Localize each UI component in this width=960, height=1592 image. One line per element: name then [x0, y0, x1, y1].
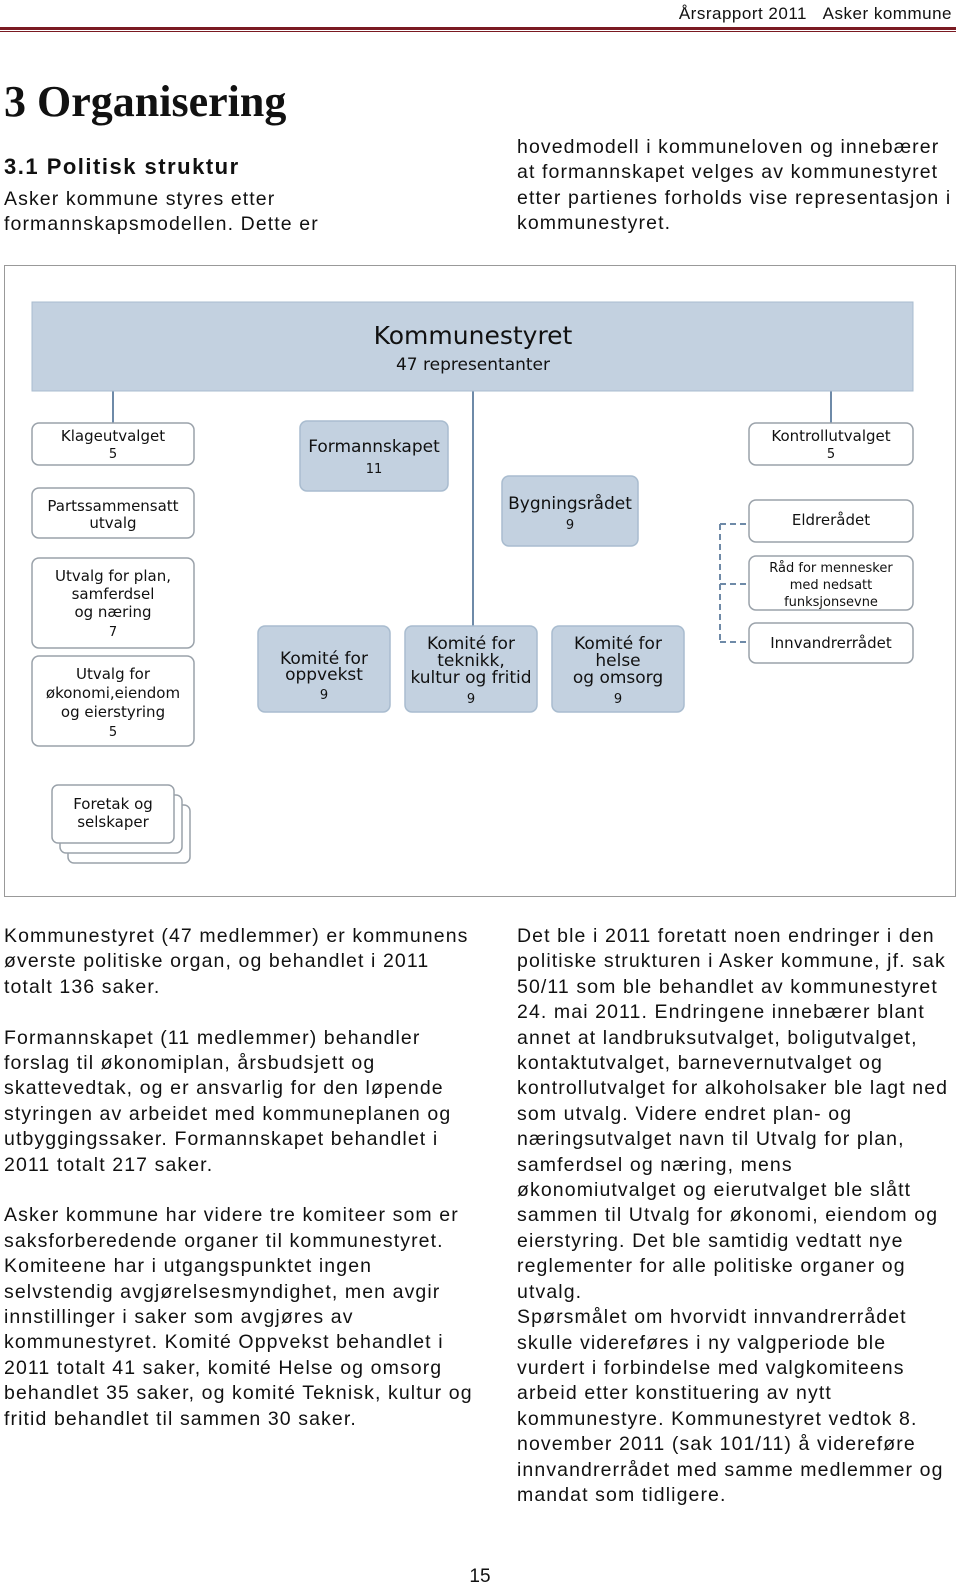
helse-label: helse	[595, 651, 641, 671]
org-chart	[4, 265, 956, 897]
klage-label: Klageutvalget	[60, 427, 166, 445]
foretak-label: selskaper	[77, 813, 149, 831]
intro-left-text: Asker kommune styres etter formannskapsmodellen. Dette er	[4, 188, 319, 236]
section-title: 3.1 Politisk struktur	[4, 154, 240, 179]
page-header	[0, 0, 960, 32]
innvandrer-label: Innvandrerrådet	[770, 634, 892, 652]
kommunestyret-subtitle: 47 representanter	[395, 355, 551, 375]
org-chart-svg	[5, 266, 955, 896]
page-number: 15	[469, 1566, 491, 1587]
eldre-label: Eldrerådet	[791, 511, 871, 529]
bygning-label: 9	[565, 518, 575, 533]
plan-label: 7	[108, 625, 118, 640]
okonomi-label: 5	[108, 725, 118, 740]
chapter-title: 3 Organisering	[4, 77, 287, 126]
paragraph: Det ble i 2011 foretatt noen endringer i den politiske strukturen i Asker kommune, jf. sak 50/11 som ble behandlet av kommunestyret 24. mai 2011. Endringene innebærer blant annet at landbruksutvalget, boligutvalget, kontaktutvalget, barnevernutvalget og kontrollutvalget for alkoholsaker ble lagt ned som utvalg. Videre endret plan- og næringsutvalget navn til Utvalg for plan, samferdsel og næring, mens økonomiutvalget og eierutvalget ble slått sammen til Utvalg for økonomi, eiendom og eierstyring. Det ble samtidig vedtatt nye reglementer for alle politiske organer og utvalg.	[517, 925, 949, 1303]
bygning-label: Bygningsrådet	[508, 494, 632, 514]
paragraph: Asker kommune har videre tre komiteer som er saksforberedende organer til kommunestyret. Komiteene har i utgangspunktet ingen selvstendig avgjørelsesmyndighet, men avgir innstillinger i saker som avgjøres av kommunestyret. Komité Oppvekst behandlet i 2011 totalt 41 saker, komité Helse og omsorg behandlet 35 saker, og komité Teknisk, kultur og fritid behandlet til sammen 30 saker.	[4, 1204, 473, 1430]
header-report: Årsrapport 2011	[678, 4, 807, 23]
body-left-column	[4, 924, 474, 1457]
foretak-label: Foretak og	[73, 795, 153, 813]
intro-right-text: hovedmodell i kommuneloven og innebærer at formannskapet velges av kommunestyret etter partienes forholds vise representasjon i kommunestyret.	[517, 136, 952, 235]
nedsatt-label: Råd for mennesker	[769, 561, 893, 576]
header-rule-thin	[0, 31, 956, 32]
teknikk-label: teknikk,	[437, 651, 505, 671]
kontroll-label: 5	[826, 447, 836, 462]
paragraph: Formannskapet (11 medlemmer) behandler forslag til økonomiplan, årsbudsjett og skattevedtak, og er ansvarlig for den løpende styringen av arbeidet med kommuneplanen og utbyggingssaker. Formannskapet behandlet i 2011 totalt 217 saker.	[4, 1026, 452, 1176]
header-text	[679, 4, 952, 24]
okonomi-label: og eierstyring	[60, 703, 166, 721]
oppvekst-label: Komité for	[280, 649, 368, 669]
parts-label: utvalg	[89, 514, 137, 532]
klage-label: 5	[108, 447, 118, 462]
paragraph: Spørsmålet om hvorvidt innvandrerrådet skulle videreføres i ny valgperiode ble vurdert i forbindelse med valgkomiteens arbeid etter konstituering av nytt kommunestyre. Kommunestyret vedtok 8. november 2011 (sak 101/11) å videreføre innvandrerrådet med samme medlemmer og mandat som tidligere.	[517, 1306, 944, 1506]
body-right-column	[517, 924, 957, 1534]
teknikk-label: kultur og fritid	[410, 668, 532, 688]
formannskap-label: Formannskapet	[308, 437, 440, 457]
plan-label: og næring	[74, 603, 152, 621]
teknikk-label: Komité for	[427, 634, 515, 654]
teknikk-label: 9	[466, 692, 476, 707]
nedsatt-label: med nedsatt	[789, 578, 873, 593]
oppvekst-label: 9	[319, 688, 329, 703]
header-org: Asker kommune	[822, 4, 952, 23]
formannskap-label: 11	[365, 462, 383, 477]
oppvekst-label: oppvekst	[285, 665, 363, 685]
nedsatt-label: funksjonsevne	[784, 595, 878, 610]
parts-label: Partssammensatt	[47, 497, 179, 515]
helse-label: og omsorg	[572, 668, 664, 688]
header-rule	[0, 27, 956, 30]
plan-label: samferdsel	[71, 585, 155, 603]
helse-label: 9	[613, 692, 623, 707]
kontroll-label: Kontrollutvalget	[771, 427, 891, 445]
plan-label: Utvalg for plan,	[55, 567, 171, 585]
okonomi-label: økonomi,eiendom	[45, 684, 181, 702]
org-chart-connectors	[113, 391, 831, 658]
helse-label: Komité for	[574, 634, 662, 654]
paragraph: Kommunestyret (47 medlemmer) er kommunens øverste politiske organ, og behandlet i 2011 totalt 136 saker.	[4, 925, 469, 998]
okonomi-label: Utvalg for	[75, 665, 151, 683]
kommunestyret-title: Kommunestyret	[373, 321, 573, 350]
